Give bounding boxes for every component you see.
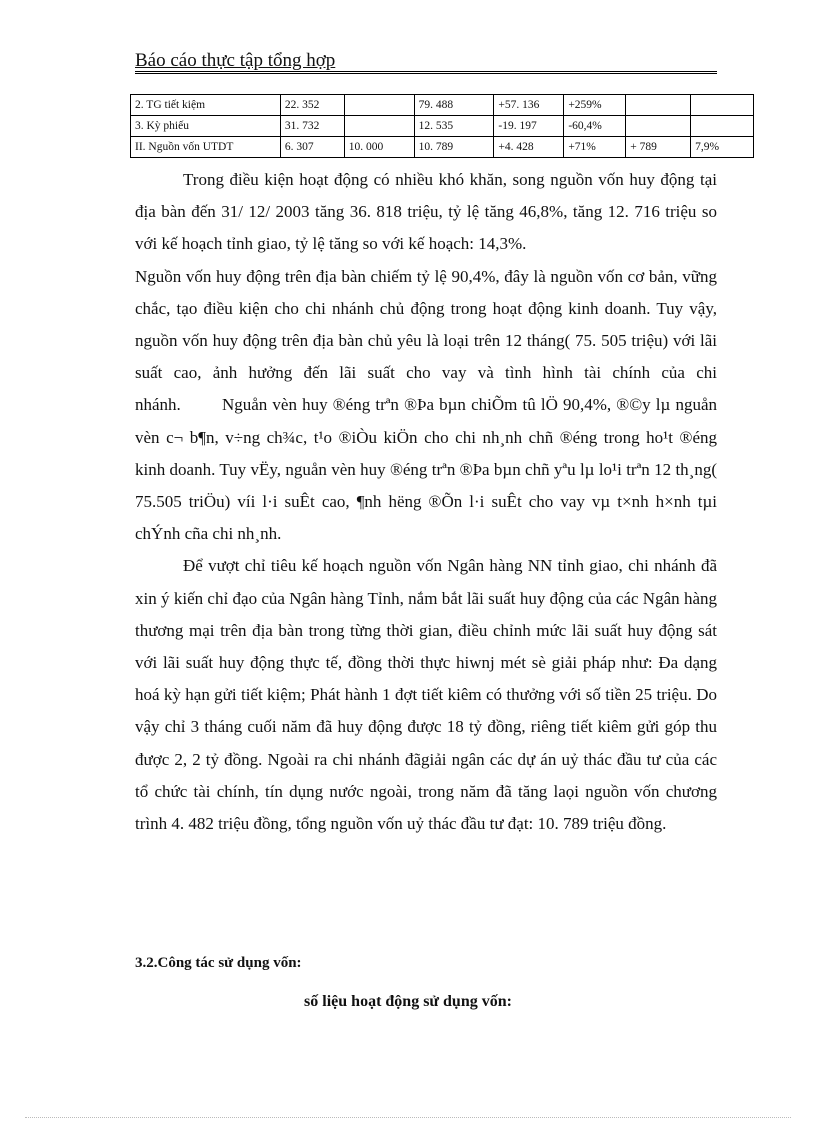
table-cell: 12. 535: [414, 116, 494, 137]
table-row: [131, 95, 754, 116]
table-cell: [626, 116, 691, 137]
table-cell: 10. 000: [344, 137, 414, 158]
table-cell: 2. TG tiết kiệm: [131, 95, 281, 116]
table-cell: [626, 95, 691, 116]
table-cell: 7,9%: [691, 137, 754, 158]
body-text: [135, 164, 717, 840]
table-cell: 10. 789: [414, 137, 494, 158]
table-cell: 79. 488: [414, 95, 494, 116]
table-cell: [691, 95, 754, 116]
table-cell: 3. Kỳ phiếu: [131, 116, 281, 137]
table-cell: 22. 352: [280, 95, 344, 116]
capital-table: [130, 94, 754, 158]
table-cell: [344, 116, 414, 137]
table-cell: [344, 95, 414, 116]
table-cell: -60,4%: [564, 116, 626, 137]
paragraph-legacy-encoding: Nguån vèn huy ®éng trªn ®Þa bµn chiÕm tû lÖ 90,4%, ®©y lµ nguån vèn c¬ b¶n, v÷ng ch¾c, t¹o ®iÒu kiÖn cho chi nh¸nh chñ ®éng trong ho¹t ®éng kinh doanh. Tuy vËy, nguån vèn huy ®éng trªn ®Þa bµn chñ yªu lµ lo¹i trªn 12 th¸ng( 75.505 triÖu) víi l·i suÊt cao, ¶nh hëng ®Õn l·i suÊt cho vay vµ t×nh h×nh tµi chÝnh cña chi nh¸nh.: [135, 395, 717, 544]
table-cell: 31. 732: [280, 116, 344, 137]
page-header-title: Báo cáo thực tập tổng hợp: [135, 50, 336, 71]
paragraph: [135, 261, 717, 551]
table-cell: + 789: [626, 137, 691, 158]
header-rule: [135, 71, 717, 74]
paragraph: Trong điều kiện hoạt động có nhiều khó khăn, song nguồn vốn huy động tại địa bàn đến 31/ 12/ 2003 tăng 36. 818 triệu, tỷ lệ tăng 46,8%, tăng 12. 716 triệu so với kế hoạch tỉnh giao, tỷ lệ tăng so với kế hoạch: 14,3%.: [135, 170, 717, 254]
table-cell: II. Nguồn vốn UTDT: [131, 137, 281, 158]
table-cell: +259%: [564, 95, 626, 116]
table-cell: +57. 136: [494, 95, 564, 116]
section-heading: 3.2.Công tác sử dụng vốn:: [135, 955, 302, 971]
table-row: [131, 137, 754, 158]
table-cell: -19. 197: [494, 116, 564, 137]
table-cell: 6. 307: [280, 137, 344, 158]
paragraph: Để vượt chỉ tiêu kế hoạch nguồn vốn Ngân hàng NN tỉnh giao, chi nhánh đã xin ý kiến chỉ đạo của Ngân hàng Tỉnh, nắm bắt lãi suất huy động của các Ngân hàng thương mại trên địa bàn trong từng thời gian, điều chỉnh mức lãi suất huy động sát với lãi suất huy động thực tế, đồng thời thực hiwnj mét sè giải pháp như: Đa dạng hoá kỳ hạn gửi tiết kiệm; Phát hành 1 đợt tiết kiêm có thưởng với số tiền 25 triệu. Do vậy chỉ 3 tháng cuối năm đã huy động được 18 tỷ đồng, riêng tiết kiêm gửi góp thu được 2, 2 tỷ đồng. Ngoài ra chi nhánh đãgiải ngân các dự án uỷ thác đầu tư của các tổ chức tài chính, tín dụng nước ngoài, trong năm đã tăng laọi nguồn vốn chương trình 4. 482 triệu đồng, tổng nguồn vốn uỷ thác đầu tư đạt: 10. 789 triệu đồng.: [135, 556, 717, 834]
paragraph-text: Nguồn vốn huy động trên địa bàn chiếm tỷ lệ 90,4%, đây là nguồn vốn cơ bản, vững chắc, tạo điều kiện cho chi nhánh chủ động trong hoạt động kinh doanh. Tuy vậy, nguồn vốn huy động trên địa bàn chủ yêu là loại trên 12 tháng( 75. 505 triệu) với lãi suất cao, ảnh hưởng đến lãi suất cho vay và tình hình tài chính của chi nhánh.: [135, 266, 717, 415]
table-cell: +71%: [564, 137, 626, 158]
table-row: [131, 116, 754, 137]
page-bottom-rule: [25, 1117, 791, 1118]
table-cell: +4. 428: [494, 137, 564, 158]
table-cell: [691, 116, 754, 137]
section-subtitle: số liệu hoạt động sử dụng vốn:: [304, 993, 512, 1010]
